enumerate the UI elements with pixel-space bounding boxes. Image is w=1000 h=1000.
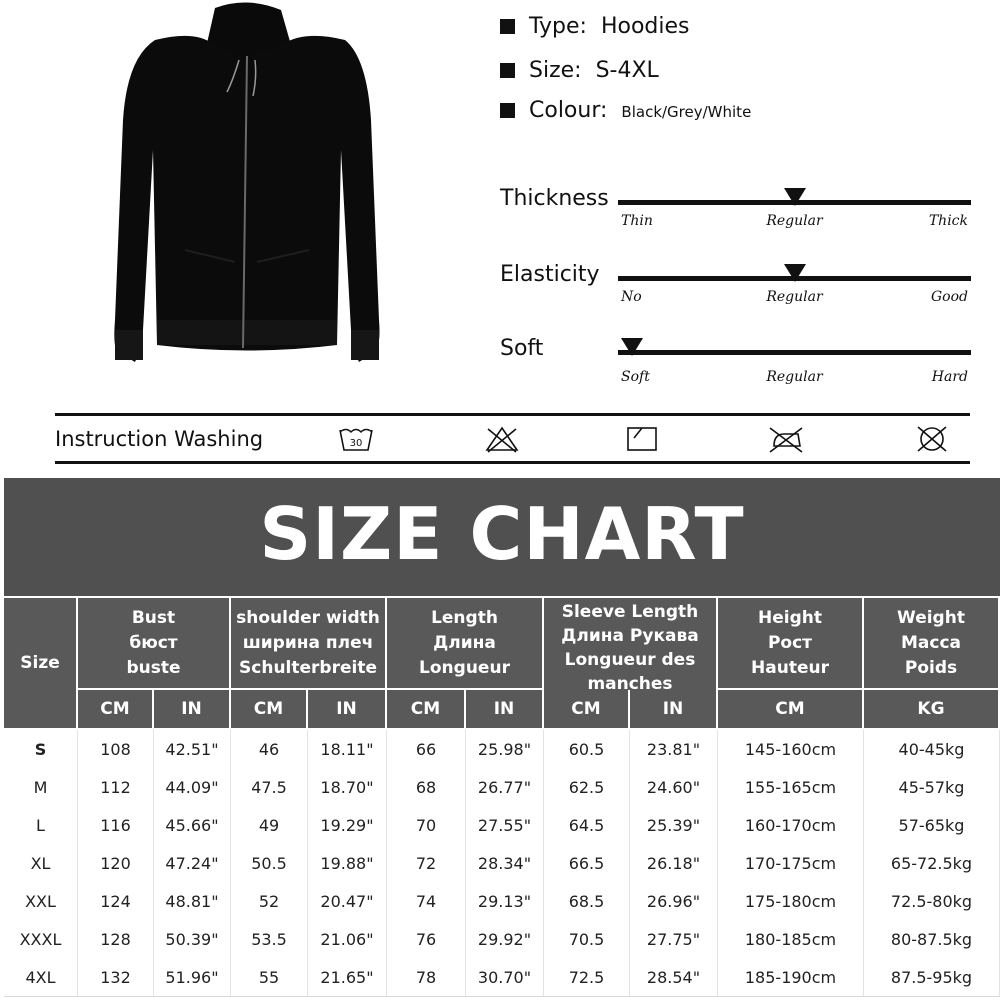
line-dry-icon xyxy=(624,424,660,454)
table-cell: 170-175cm xyxy=(718,844,864,882)
size-label-cell: S xyxy=(4,730,78,768)
size-chart xyxy=(4,478,1000,1000)
header-height-line: Height xyxy=(758,607,822,628)
table-cell: 76 xyxy=(387,920,466,958)
table-cell: 50.5 xyxy=(231,844,308,882)
wash-30-icon xyxy=(338,424,374,454)
table-cell: 21.06" xyxy=(308,920,387,958)
table-cell: 51.96" xyxy=(154,958,231,996)
header-sleeve-line: Sleeve Length xyxy=(561,602,699,622)
table-cell: 64.5 xyxy=(544,806,630,844)
table-cell: 26.18" xyxy=(630,844,718,882)
table-cell: 44.09" xyxy=(154,768,231,806)
table-cell: 116 xyxy=(78,806,154,844)
table-row xyxy=(4,920,1000,959)
header-height-line: Рост xyxy=(767,632,813,653)
table-cell: 62.5 xyxy=(544,768,630,806)
table-row xyxy=(4,806,1000,845)
table-cell: 25.98" xyxy=(466,730,544,768)
table-cell: 21.65" xyxy=(308,958,387,996)
header-length xyxy=(387,598,542,688)
table-cell: 145-160cm xyxy=(718,730,864,768)
header-height-line: Hauteur xyxy=(751,657,829,678)
table-cell: 57-65kg xyxy=(864,806,1000,844)
scale-title-thickness: Thickness xyxy=(500,186,609,211)
table-cell: 46 xyxy=(231,730,308,768)
no-dry-clean-icon xyxy=(914,424,950,454)
table-cell: 55 xyxy=(231,958,308,996)
size-label-cell: M xyxy=(4,768,78,806)
header-sleeve-line: Длина Рукава xyxy=(561,626,699,646)
scale-label-mid: Regular xyxy=(766,289,823,305)
table-row xyxy=(4,958,1000,997)
table-cell: 155-165cm xyxy=(718,768,864,806)
table-cell: 120 xyxy=(78,844,154,882)
table-cell: 70.5 xyxy=(544,920,630,958)
scale-track xyxy=(618,350,971,355)
table-cell: 65-72.5kg xyxy=(864,844,1000,882)
unit-header: CM xyxy=(78,690,152,728)
washing-title: Instruction Washing xyxy=(55,427,264,451)
table-cell: 66 xyxy=(387,730,466,768)
table-cell: 124 xyxy=(78,882,154,920)
table-cell: 80-87.5kg xyxy=(864,920,1000,958)
header-size xyxy=(4,598,76,728)
table-cell: 68 xyxy=(387,768,466,806)
table-cell: 45.66" xyxy=(154,806,231,844)
table-cell: 28.34" xyxy=(466,844,544,882)
size-label-cell: XL xyxy=(4,844,78,882)
table-cell: 68.5 xyxy=(544,882,630,920)
table-cell: 18.70" xyxy=(308,768,387,806)
header-weight-line: Масса xyxy=(900,632,961,653)
no-iron-icon xyxy=(768,424,804,454)
table-cell: 53.5 xyxy=(231,920,308,958)
unit-header: CM xyxy=(387,690,464,728)
header-weight xyxy=(864,598,998,688)
table-cell: 180-185cm xyxy=(718,920,864,958)
size-label-cell: XXL xyxy=(4,882,78,920)
table-row xyxy=(4,730,1000,769)
table-cell: 28.54" xyxy=(630,958,718,996)
table-cell: 87.5-95kg xyxy=(864,958,1000,996)
header-length-line: Length xyxy=(431,607,498,628)
table-cell: 23.81" xyxy=(630,730,718,768)
scale-title-elasticity: Elasticity xyxy=(500,262,600,287)
spec-type-value: Hoodies xyxy=(600,14,690,39)
scale-title-soft: Soft xyxy=(500,336,544,361)
size-chart-header xyxy=(4,478,1000,596)
spec-size-label: Size: xyxy=(529,58,582,83)
bullet-square-icon xyxy=(500,63,515,78)
table-cell: 29.13" xyxy=(466,882,544,920)
header-weight-line: Poids xyxy=(904,657,958,678)
header-bust-line: Bust xyxy=(131,607,176,628)
table-cell: 185-190cm xyxy=(718,958,864,996)
unit-header: IN xyxy=(466,690,542,728)
spec-size-value: S-4XL xyxy=(595,58,659,83)
table-cell: 47.24" xyxy=(154,844,231,882)
divider-top xyxy=(55,413,970,416)
table-cell: 30.70" xyxy=(466,958,544,996)
scale-label-left: Soft xyxy=(621,369,650,385)
table-cell: 26.96" xyxy=(630,882,718,920)
table-cell: 132 xyxy=(78,958,154,996)
table-cell: 24.60" xyxy=(630,768,718,806)
table-cell: 25.39" xyxy=(630,806,718,844)
table-row xyxy=(4,768,1000,807)
table-cell: 18.11" xyxy=(308,730,387,768)
table-cell: 48.81" xyxy=(154,882,231,920)
table-cell: 27.55" xyxy=(466,806,544,844)
table-cell: 112 xyxy=(78,768,154,806)
scale-marker-icon xyxy=(784,188,806,206)
spec-colour xyxy=(500,98,751,123)
table-cell: 72 xyxy=(387,844,466,882)
table-row xyxy=(4,882,1000,921)
table-cell: 20.47" xyxy=(308,882,387,920)
header-bust xyxy=(78,598,229,688)
spec-colour-label: Colour: xyxy=(529,98,608,123)
no-bleach-icon xyxy=(484,424,520,454)
table-cell: 29.92" xyxy=(466,920,544,958)
unit-header: IN xyxy=(154,690,229,728)
table-cell: 52 xyxy=(231,882,308,920)
table-row xyxy=(4,844,1000,883)
table-cell: 175-180cm xyxy=(718,882,864,920)
table-cell: 47.5 xyxy=(231,768,308,806)
table-cell: 78 xyxy=(387,958,466,996)
unit-header: CM xyxy=(544,690,628,728)
header-length-line: Длина xyxy=(433,632,496,653)
header-shoulder-line: Schulterbreite xyxy=(239,657,377,678)
spec-size xyxy=(500,58,659,83)
size-label-cell: XXXL xyxy=(4,920,78,958)
table-cell: 50.39" xyxy=(154,920,231,958)
header-bust-line: бюст xyxy=(129,632,178,653)
header-height xyxy=(718,598,862,688)
table-cell: 128 xyxy=(78,920,154,958)
size-label-cell: L xyxy=(4,806,78,844)
header-sleeve-line: manches xyxy=(587,674,673,690)
table-cell: 40-45kg xyxy=(864,730,1000,768)
table-cell: 26.77" xyxy=(466,768,544,806)
table-cell: 108 xyxy=(78,730,154,768)
header-shoulder-line: ширина плеч xyxy=(242,632,374,653)
table-cell: 45-57kg xyxy=(864,768,1000,806)
header-size-line: Size xyxy=(20,652,60,673)
header-length-line: Longueur xyxy=(419,657,510,678)
table-cell: 42.51" xyxy=(154,730,231,768)
scale-label-right: Thick xyxy=(928,213,968,229)
table-cell: 19.88" xyxy=(308,844,387,882)
table-cell: 60.5 xyxy=(544,730,630,768)
size-label-cell: 4XL xyxy=(4,958,78,996)
scale-label-right: Hard xyxy=(931,369,968,385)
scale-label-mid: Regular xyxy=(766,369,823,385)
unit-header: IN xyxy=(630,690,716,728)
bullet-square-icon xyxy=(500,19,515,34)
scale-label-mid: Regular xyxy=(766,213,823,229)
header-weight-line: Weight xyxy=(897,607,965,628)
table-cell: 160-170cm xyxy=(718,806,864,844)
header-shoulder xyxy=(231,598,385,688)
scale-label-right: Good xyxy=(930,289,968,305)
header-sleeve xyxy=(544,598,716,690)
unit-header: CM xyxy=(231,690,306,728)
spec-type-label: Type: xyxy=(529,14,587,39)
unit-header: KG xyxy=(864,690,998,728)
scale-label-left: No xyxy=(621,289,642,305)
table-cell: 49 xyxy=(231,806,308,844)
table-cell: 72.5 xyxy=(544,958,630,996)
header-shoulder-line: shoulder width xyxy=(236,607,380,628)
wash-temp-label: 30 xyxy=(349,438,363,449)
divider-bottom xyxy=(55,461,970,464)
table-cell: 74 xyxy=(387,882,466,920)
hoodie-product-image xyxy=(95,0,400,375)
table-cell: 70 xyxy=(387,806,466,844)
scale-label-left: Thin xyxy=(621,213,653,229)
unit-header: IN xyxy=(308,690,385,728)
size-chart-title: SIZE CHART xyxy=(259,492,745,576)
spec-colour-value: Black/Grey/White xyxy=(621,103,752,121)
header-bust-line: buste xyxy=(126,657,181,678)
table-cell: 27.75" xyxy=(630,920,718,958)
scale-marker-icon xyxy=(784,264,806,282)
table-cell: 19.29" xyxy=(308,806,387,844)
table-cell: 72.5-80kg xyxy=(864,882,1000,920)
table-cell: 66.5 xyxy=(544,844,630,882)
scale-marker-icon xyxy=(621,338,643,356)
unit-header: CM xyxy=(718,690,862,728)
bullet-square-icon xyxy=(500,103,515,118)
header-sleeve-line: Longueur des xyxy=(564,650,696,670)
spec-type xyxy=(500,14,690,39)
